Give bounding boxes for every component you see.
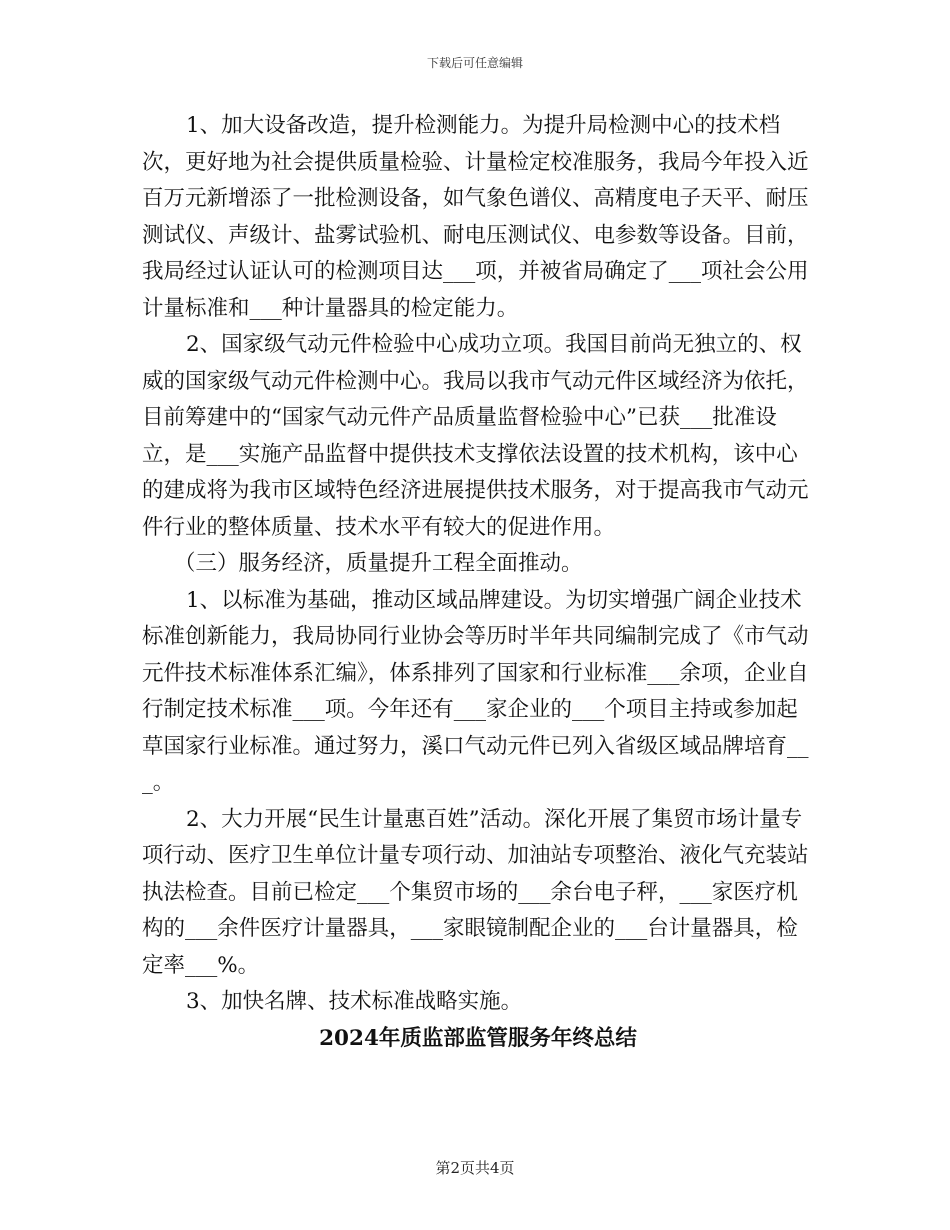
paragraph-brand-strategy: 3、加快名牌、技术标准战略实施。	[186, 989, 523, 1014]
paragraph-metrology-activity: 2、大力开展“民生计量惠百姓”活动。深化开展了集贸市场计量专项行动、医疗卫生单位计量专项行动、加油站专项整治、液化气充装站执法检查。目前已检定___个集贸市场的___余台电子秤，___家医疗机构的___余件医疗计量器具，___家眼镜制配企业的___台计量器具，检定率___%。	[142, 806, 809, 978]
paragraph-standards-brand: 1、以标准为基础，推动区域品牌建设。为切实增强广阔企业技术标准创新能力，我局协同行业协会等历时半年共同编制完成了《市气动元件技术标准体系汇编》，体系排列了国家和行业标准___余项，企业自行制定技术标准___项。今年还有___家企业的___个项目主持或参加起草国家行业标准。通过努力，溪口气动元件已列入省级区域品牌培育___。	[142, 587, 809, 795]
paragraph-national-center: 2、国家级气动元件检验中心成功立项。我国目前尚无独立的、权威的国家级气动元件检测中心。我局以我市气动元件区域经济为依托，目前筹建中的“国家气动元件产品质量监督检验中心”已获___批准设立，是___实施产品监督中提供技术支撑依法设置的技术机构，该中心的建成将为我市区域特色经济进展提供技术服务，对于提高我市气动元件行业的整体质量、技术水平有较大的促进作用。	[142, 332, 809, 540]
paragraph-equipment-upgrade: 1、加大设备改造，提升检测能力。为提升局检测中心的技术档次，更好地为社会提供质量检验、计量检定校准服务，我局今年投入近百万元新增添了一批检测设备，如气象色谱仪、高精度电子天平、耐压测试仪、声级计、盐雾试验机、耐电压测试仪、电参数等设备。目前，我局经过认证认可的检测项目达___项，并被省局确定了___项社会公用计量标准和___种计量器具的检定能力。	[142, 113, 809, 321]
document-body	[142, 108, 814, 1057]
page-footer-number: 第2页共4页	[435, 1159, 515, 1177]
section-heading-service-economy: （三）服务经济，质量提升工程全面推动。	[174, 551, 583, 576]
page-header-note: 下载后可任意编辑	[426, 56, 523, 70]
document-title: 2024年质监部监管服务年终总结	[319, 1025, 637, 1051]
